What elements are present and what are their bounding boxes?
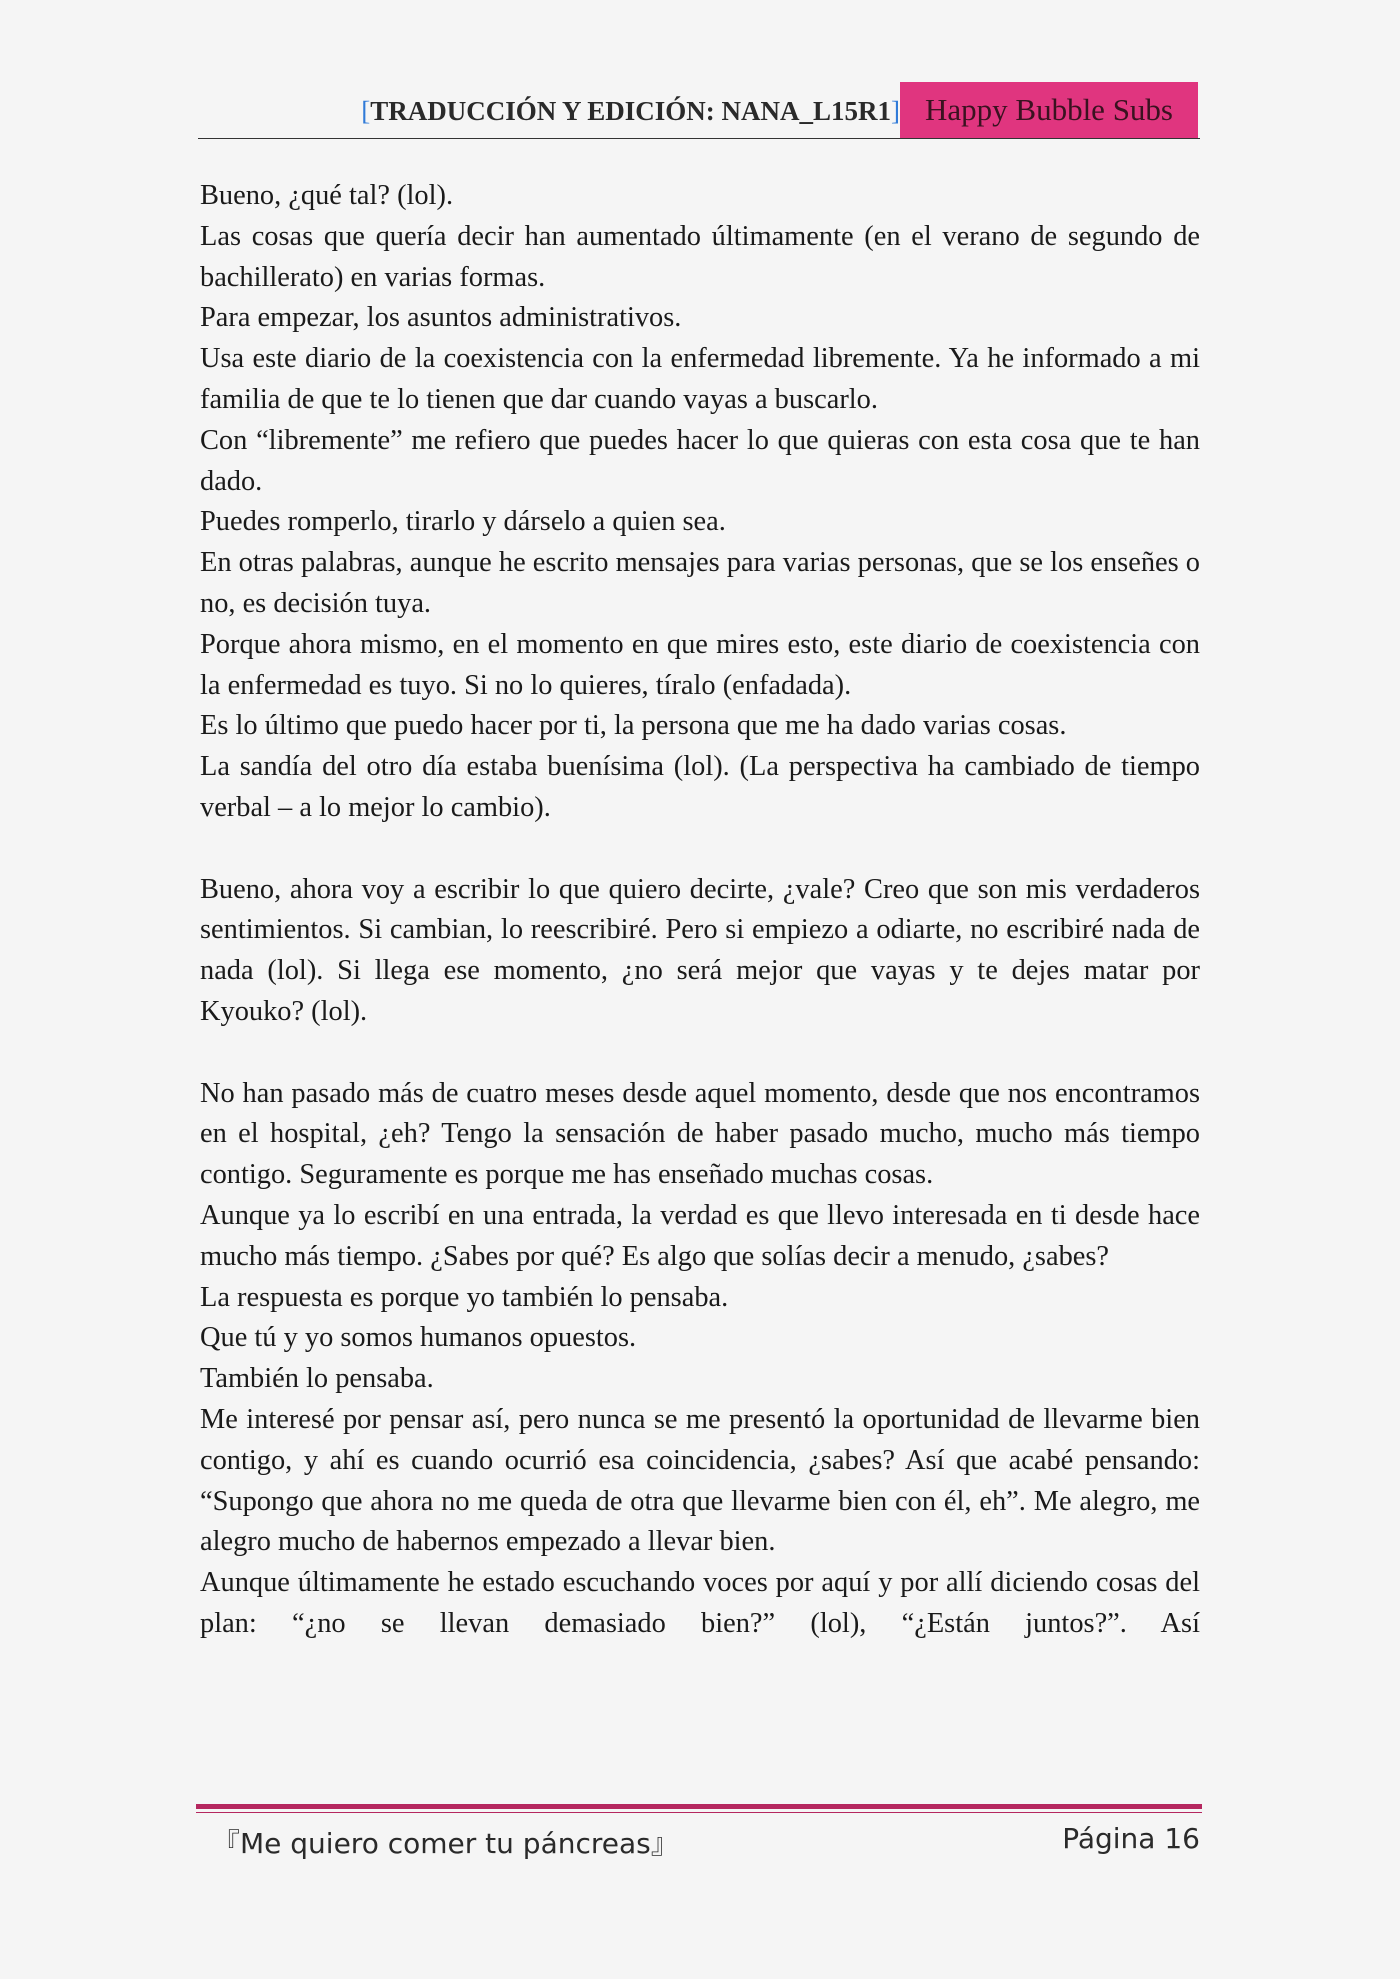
credit-text: TRADUCCIÓN Y EDICIÓN: NANA_L15R1 [370, 96, 891, 126]
paragraph: Bueno, ¿qué tal? (lol). [200, 180, 454, 211]
paragraph: Puedes romperlo, tirarlo y dárselo a quien sea. [200, 506, 726, 538]
paragraph: Es lo último que puedo hacer por ti, la persona que me ha dado varias cosas. [200, 710, 1067, 742]
paragraph: Las cosas que quería decir han aumentado últimamente (en el verano de segundo de bachillerato) en varias formas. [200, 220, 1200, 293]
bracket-open: [ [361, 96, 371, 126]
page-body [200, 176, 1200, 1645]
paragraph: Aunque últimamente he estado escuchando voces por aquí y por allí diciendo cosas del plan: “¿no se llevan demasiado bien?” (lol), “¿Están juntos?”. Así [200, 1567, 1200, 1639]
bracket-close: ] [891, 96, 900, 126]
page-number: Página 16 [1062, 1822, 1200, 1855]
paragraph: La respuesta es porque yo también lo pensaba. [200, 1281, 729, 1313]
footer-rule-thick [196, 1804, 1202, 1809]
book-title: 『Me quiero comer tu páncreas』 [212, 1827, 679, 1860]
paragraph: La sandía del otro día estaba buenísima (lol). (La perspectiva ha cambiado de tiempo verbal – a lo mejor lo cambio). [200, 751, 1200, 823]
group-badge: Happy Bubble Subs [900, 82, 1198, 138]
paragraph: Con “libremente” me refiero que puedes hacer lo que quieras con esta cosa que te han dado. [200, 424, 1200, 497]
paragraph: Que tú y yo somos humanos opuestos. [200, 1322, 637, 1354]
footer-rule-thin [196, 1812, 1202, 1813]
paragraph: Aunque ya lo escribí en una entrada, la verdad es que llevo interesada en ti desde hace mucho más tiempo. ¿Sabes por qué? Es algo que solías decir a menudo, ¿sabes? [200, 1199, 1200, 1272]
paragraph-gap [200, 1033, 1200, 1074]
paragraph: Usa este diario de la coexistencia con la enfermedad libremente. Ya he informado a mi familia de que te lo tienen que dar cuando vayas a buscarlo. [200, 343, 1200, 415]
paragraph: También lo pensaba. [200, 1363, 434, 1395]
paragraph: En otras palabras, aunque he escrito mensajes para varias personas, que se los enseñes o no, es decisión tuya. [200, 547, 1200, 619]
paragraph-gap [200, 829, 1200, 870]
paragraph: Me interesé por pensar así, pero nunca se me presentó la oportunidad de llevarme bien contigo, y ahí es cuando ocurrió esa coincidencia, ¿sabes? Así que acabé pensando: “Supongo que ahora no me queda de otra que llevarme bien con él, eh”. Me alegro, me alegro mucho de habernos empezado a llevar bien. [200, 1403, 1200, 1558]
page-header [198, 82, 1200, 139]
paragraph: Para empezar, los asuntos administrativos. [200, 302, 682, 334]
translation-credit [361, 96, 900, 127]
paragraph: Porque ahora mismo, en el momento en que mires esto, este diario de coexistencia con la enfermedad es tuyo. Si no lo quieres, tíralo (enfadada). [200, 628, 1200, 701]
paragraph: Bueno, ahora voy a escribir lo que quiero decirte, ¿vale? Creo que son mis verdaderos sentimientos. Si cambian, lo reescribiré. Pero si empiezo a odiarte, no escribiré nada de nada (lol). Si llega ese momento, ¿no será mejor que vayas y te dejes matar por Kyouko? (lol). [200, 873, 1200, 1027]
paragraph: No han pasado más de cuatro meses desde aquel momento, desde que nos encontramos en el hospital, ¿eh? Tengo la sensación de haber pasado mucho, mucho más tiempo contigo. Seguramente es porque me has enseñado muchas cosas. [200, 1077, 1200, 1191]
